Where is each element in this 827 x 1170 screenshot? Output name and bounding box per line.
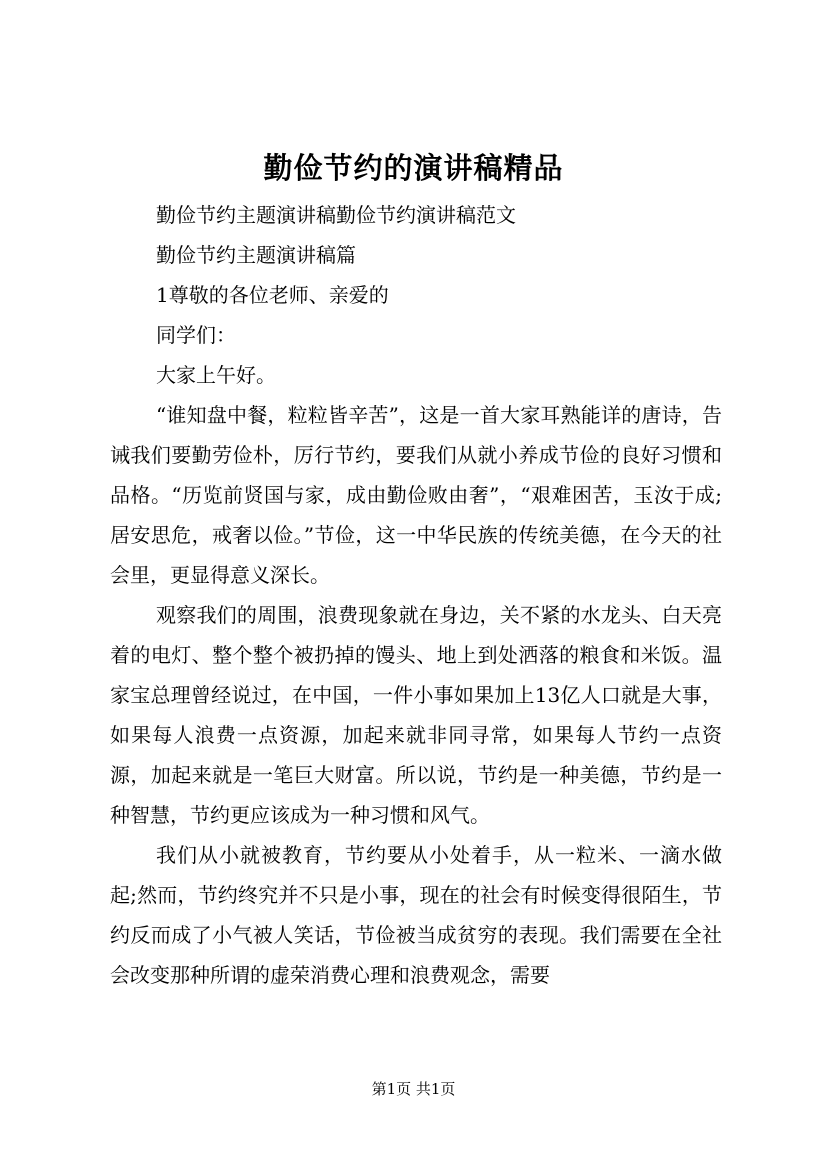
greeting-line: 1尊敬的各位老师、亲爱的 (156, 283, 389, 307)
body-paragraph: “谁知盘中餐，粒粒皆辛苦”，这是一首大家耳熟能详的唐诗，告诫我们要勤劳俭朴，厉行节约，要我们从就小养成节俭的良好习惯和品格。“历览前贤国与家，成由勤俭败由奢”，“艰难困苦，玉汝于成;居安思危，戒奢以俭。”节俭，这一中华民族的传统美德，在今天的社会里，更显得意义深长。 (110, 403, 722, 587)
greeting-line: 同学们： (156, 323, 236, 347)
page-number-footer: 第1页 共1页 (371, 1080, 456, 1098)
document-title: 勤俭节约的演讲稿精品 (263, 151, 564, 185)
greeting-line: 大家上午好。 (156, 363, 276, 387)
subtitle-line: 勤俭节约主题演讲稿篇 (156, 243, 356, 267)
body-paragraph: 我们从小就被教育，节约要从小处着手，从一粒米、一滴水做起;然而，节约终究并不只是小事，现在的社会有时候变得很陌生，节约反而成了小气被人笑话，节俭被当成贫穷的表现。我们需要在全社会改变那种所谓的虚荣消费心理和浪费观念，需要 (110, 843, 722, 987)
subtitle-line: 勤俭节约主题演讲稿勤俭节约演讲稿范文 (156, 203, 516, 227)
document-body (110, 195, 722, 995)
body-paragraph: 观察我们的周围，浪费现象就在身边，关不紧的水龙头、白天亮着的电灯、整个整个被扔掉的馒头、地上到处洒落的粮食和米饭。温家宝总理曾经说过，在中国，一件小事如果加上13亿人口就是大事，如果每人浪费一点资源，加起来就非同寻常，如果每人节约一点资源，加起来就是一笔巨大财富。所以说，节约是一种美德，节约是一种智慧，节约更应该成为一种习惯和风气。 (110, 603, 722, 827)
